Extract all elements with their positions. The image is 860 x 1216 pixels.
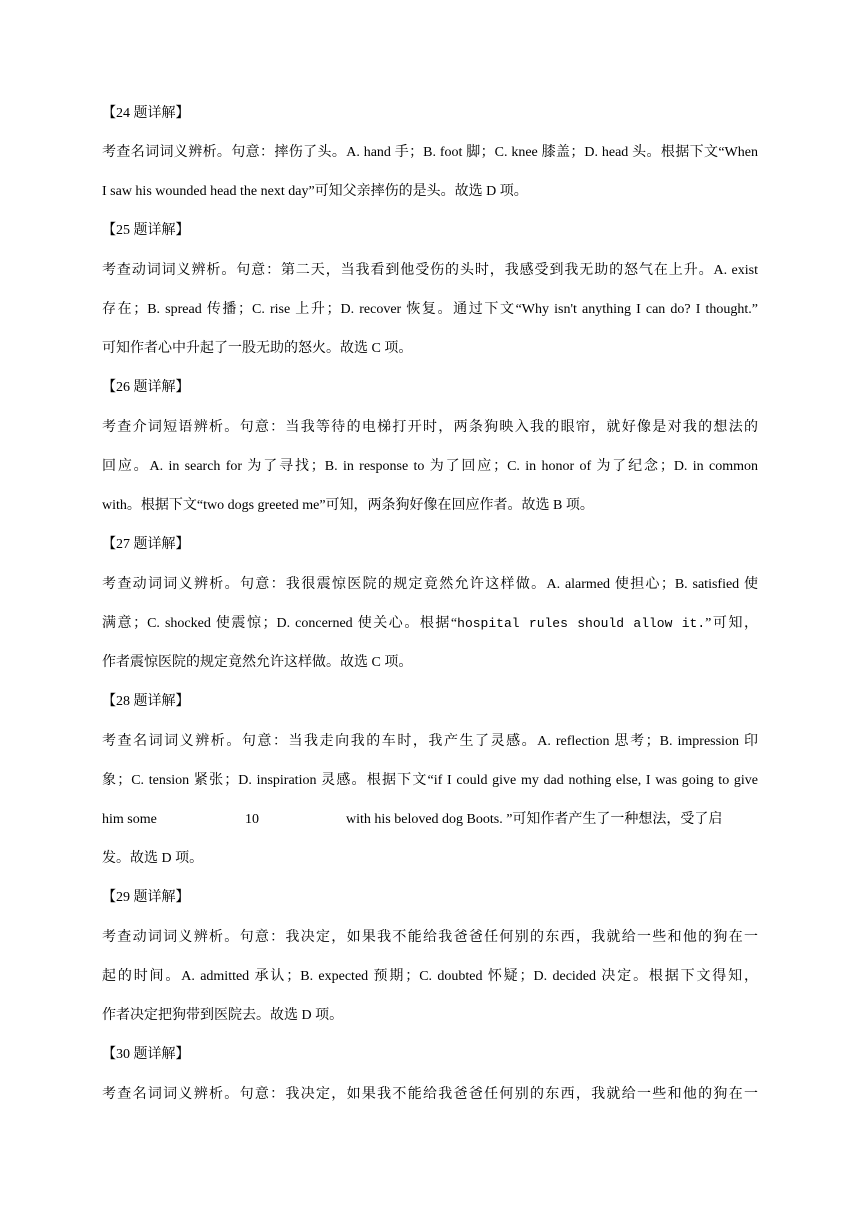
paragraph-line: 起的时间。A. admitted 承认；B. expected 预期；C. doubted 怀疑；D. decided 决定。根据下文得知， (102, 969, 758, 984)
paragraph-line: with。根据下文“two dogs greeted me”可知，两条狗好像在回应作者。故选 B 项。 (102, 498, 594, 513)
paragraph-line: I saw his wounded head the next day”可知父亲摔伤的是头。故选 D 项。 (102, 184, 528, 199)
paragraph-line: 象；C. tension 紧张；D. inspiration 灵感。根据下文“if I could give my dad nothing else, I was going to give (102, 773, 758, 788)
paragraph-line-split (102, 810, 758, 830)
paragraph-line: 可知作者心中升起了一股无助的怒火。故选 C 项。 (102, 341, 413, 356)
line-text-after: ”可知， (705, 616, 758, 631)
paragraph-line-mixed (102, 614, 758, 634)
paragraph-line: 考查介词短语辨析。句意：当我等待的电梯打开时，两条狗映入我的眼帘，就好像是对我的想法的 (102, 420, 758, 435)
paragraph-line: 作者震惊医院的规定竟然允许这样做。故选 C 项。 (102, 655, 413, 670)
section-heading-25: 【25 题详解】 (102, 223, 190, 238)
paragraph-line: 考查动词词义辨析。句意：我很震惊医院的规定竟然允许这样做。A. alarmed 使担心；B. satisfied 使 (102, 577, 758, 592)
line-segment-left: him some (102, 812, 157, 827)
section-heading-26: 【26 题详解】 (102, 380, 190, 395)
section-heading-27: 【27 题详解】 (102, 537, 190, 552)
section-heading-30: 【30 题详解】 (102, 1047, 190, 1062)
paragraph-line: 考查名词词义辨析。句意：我决定，如果我不能给我爸爸任何别的东西，我就给一些和他的狗在一 (102, 1087, 758, 1102)
section-heading-24: 【24 题详解】 (102, 106, 190, 121)
paragraph-line: 考查动词词义辨析。句意：我决定，如果我不能给我爸爸任何别的东西，我就给一些和他的狗在一 (102, 930, 758, 945)
line-segment-right: with his beloved dog Boots. ”可知作者产生了一种想法，受了启 (346, 812, 723, 827)
paragraph-line: 考查动词词义辨析。句意：第二天，当我看到他受伤的头时，我感受到我无助的怒气在上升。A. exist (102, 263, 758, 278)
page-number: 10 (245, 812, 259, 827)
quoted-code-text: hospital rules should allow it. (457, 616, 706, 631)
paragraph-line: 考查名词词义辨析。句意：摔伤了头。A. hand 手；B. foot 脚；C. knee 膝盖；D. head 头。根据下文“When (102, 145, 758, 160)
section-heading-28: 【28 题详解】 (102, 694, 190, 709)
paragraph-line: 存在；B. spread 传播；C. rise 上升；D. recover 恢复。通过下文“Why isn't anything I can do? I thought.” (102, 302, 758, 317)
paragraph-line: 考查名词词义辨析。句意：当我走向我的车时，我产生了灵感。A. reflection 思考；B. impression 印 (102, 734, 758, 749)
paragraph-line: 作者决定把狗带到医院去。故选 D 项。 (102, 1008, 344, 1023)
paragraph-line: 发。故选 D 项。 (102, 851, 204, 866)
paragraph-line: 回应。A. in search for 为了寻找；B. in response to 为了回应；C. in honor of 为了纪念；D. in common (102, 459, 758, 474)
line-text-before: 满意；C. shocked 使震惊；D. concerned 使关心。根据“ (102, 616, 458, 631)
section-heading-29: 【29 题详解】 (102, 890, 190, 905)
